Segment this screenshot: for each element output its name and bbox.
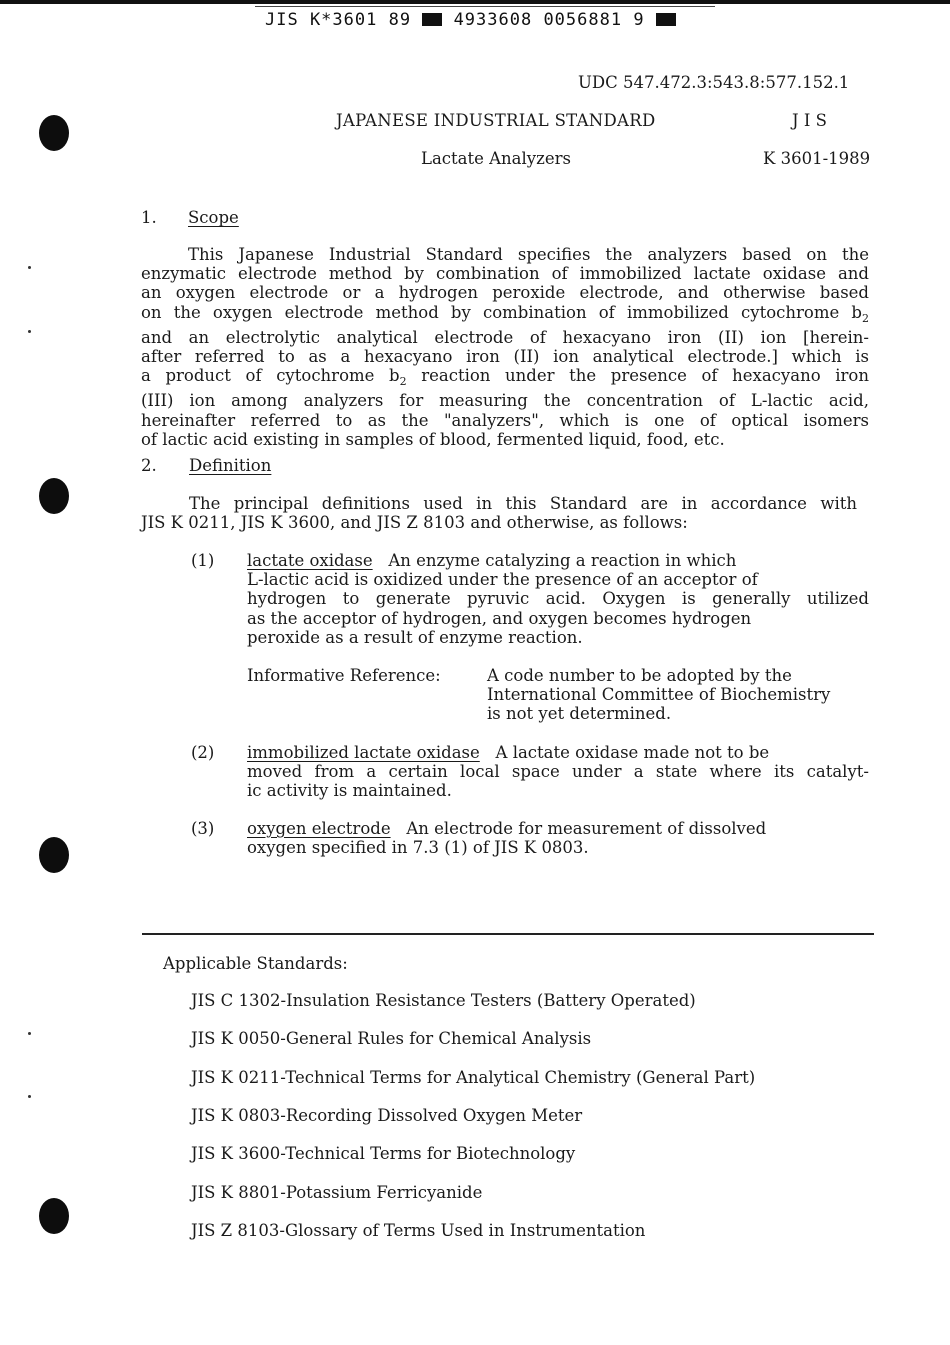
applicable-standard-item: JIS K 0211-Technical Terms for Analytical Chemistry (General Part) <box>191 1068 756 1087</box>
definition-item <box>247 819 869 857</box>
code-right: 4933608 0056881 9 <box>453 10 645 30</box>
scan-speck <box>28 1032 31 1035</box>
punch-hole-mark <box>39 837 69 873</box>
applicable-standard-item: JIS K 8801-Potassium Ferricyanide <box>191 1183 483 1202</box>
definition-item-number: (2) <box>191 743 215 762</box>
paragraph-line: (III) ion among analyzers for measuring the concentration of L-lactic acid, <box>141 391 869 411</box>
applicable-standard-item: JIS K 0050-General Rules for Chemical Analysis <box>191 1029 592 1048</box>
line-text: An electrode for measurement of dissolved <box>406 819 767 838</box>
paragraph-line: moved from a certain local space under a state where its catalyt- <box>247 762 869 782</box>
paragraph-line: enzymatic electrode method by combination of immobilized lactate oxidase and <box>141 264 869 284</box>
paragraph-line: an oxygen electrode or a hydrogen peroxide electrode, and otherwise based <box>141 283 869 303</box>
paragraph-line: oxygen specified in 7.3 (1) of JIS K 0803. <box>247 838 589 858</box>
line-text: A lactate oxidase made not to be <box>495 743 770 762</box>
paragraph-line: is not yet determined. <box>487 704 672 724</box>
paragraph-line: JIS K 0211, JIS K 3600, and JIS Z 8103 and otherwise, as follows: <box>141 513 688 533</box>
scan-speck <box>28 330 31 333</box>
paragraph-line: This Japanese Industrial Standard specifies the analyzers based on the <box>188 245 869 264</box>
paragraph-line: after referred to as a hexacyano iron (II) ion analytical electrode.] which is <box>141 347 869 367</box>
subscript: 2 <box>862 311 869 325</box>
informative-reference-text <box>487 666 867 724</box>
black-block-marker <box>656 13 676 26</box>
paragraph-line: A code number to be adopted by the <box>487 666 792 685</box>
applicable-standard-item: JIS C 1302-Insulation Resistance Testers (Battery Operated) <box>191 991 696 1010</box>
line-text: a product of cytochrome b <box>141 366 400 386</box>
paragraph-line: International Committee of Biochemistry <box>487 685 831 705</box>
standard-number: K 3601-1989 <box>763 149 871 168</box>
section-number: 1. <box>141 208 157 227</box>
scan-speck <box>28 1095 31 1098</box>
paragraph-line: peroxide as a result of enzyme reaction. <box>247 627 583 647</box>
definition-intro <box>141 494 857 532</box>
applicable-standard-item: JIS K 0803-Recording Dissolved Oxygen Meter <box>191 1106 583 1125</box>
punch-hole-mark <box>39 115 69 151</box>
informative-reference-label: Informative Reference: <box>247 666 441 685</box>
punch-hole-mark <box>39 478 69 514</box>
code-left: JIS K*3601 89 <box>265 10 412 30</box>
paragraph-line: The principal definitions used in this Standard are in accordance with <box>189 494 857 513</box>
paragraph-line: as the acceptor of hydrogen, and oxygen becomes hydrogen <box>247 608 752 628</box>
line-text: reaction under the presence of hexacyano iron <box>406 366 869 386</box>
paragraph-line: hydrogen to generate pyruvic acid. Oxygen is generally utilized <box>247 589 869 609</box>
paragraph-line: of lactic acid existing in samples of blood, fermented liquid, food, etc. <box>141 429 725 449</box>
section-heading-definition: Definition <box>189 456 272 475</box>
paragraph-line: and an electrolytic analytical electrode of hexacyano iron (II) ion [herein- <box>141 327 869 347</box>
paragraph-line <box>247 551 869 570</box>
line-text: on the oxygen electrode method by combination of immobilized cytochrome b <box>141 302 862 322</box>
page-title: Lactate Analyzers <box>421 149 571 168</box>
definition-term: oxygen electrode <box>247 819 391 838</box>
section-number: 2. <box>141 456 157 475</box>
scan-top-edge <box>0 0 950 4</box>
applicable-standard-item: JIS K 3600-Technical Terms for Biotechnology <box>191 1144 576 1163</box>
paragraph-line: L-lactic acid is oxidized under the presence of an acceptor of <box>247 570 758 590</box>
paragraph-line <box>141 303 869 328</box>
paragraph-line <box>141 366 869 391</box>
paragraph-line: ic activity is maintained. <box>247 781 452 801</box>
applicable-standard-item: JIS Z 8103-Glossary of Terms Used in Instrumentation <box>191 1221 646 1240</box>
standard-org: JAPANESE INDUSTRIAL STANDARD <box>336 111 656 130</box>
paragraph-line: hereinafter referred to as the "analyzers", which is one of optical isomers <box>141 410 869 430</box>
applicable-standards-heading: Applicable Standards: <box>163 954 348 973</box>
footnote-rule <box>142 933 874 935</box>
scope-paragraph <box>141 245 869 449</box>
definition-term: immobilized lactate oxidase <box>247 743 480 762</box>
definition-item <box>247 743 869 801</box>
header-rule <box>255 6 715 7</box>
definition-item-number: (3) <box>191 819 215 838</box>
subscript: 2 <box>399 375 407 389</box>
jis-mark: J I S <box>792 111 827 130</box>
definition-item <box>247 551 869 647</box>
scan-speck <box>28 266 31 269</box>
paragraph-line <box>247 743 869 762</box>
line-text: An enzyme catalyzing a reaction in which <box>388 551 737 570</box>
black-block-marker <box>422 13 442 26</box>
udc-number: UDC 547.472.3:543.8:577.152.1 <box>578 73 850 92</box>
section-heading-scope: Scope <box>188 208 239 227</box>
definition-term: lactate oxidase <box>247 551 373 570</box>
document-code-strip <box>265 10 676 30</box>
definition-item-number: (1) <box>191 551 215 570</box>
paragraph-line <box>247 819 869 838</box>
punch-hole-mark <box>39 1198 69 1234</box>
